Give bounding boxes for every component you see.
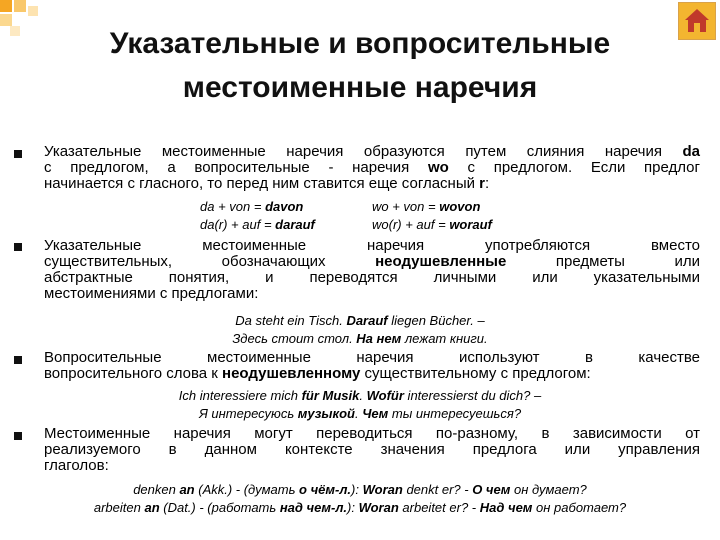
text: da(r) + auf = [200, 217, 276, 232]
bold-text: неодушевленные [375, 253, 507, 270]
bold-text: an [144, 500, 160, 515]
text: ): [351, 482, 363, 497]
page-title [40, 22, 680, 110]
text: . [359, 388, 367, 403]
bold-text: Woran [358, 500, 399, 515]
text: вопросительного слова к [44, 365, 223, 382]
bold-text: Darauf [346, 313, 388, 328]
text: местоимениями с предлогами: [44, 285, 259, 302]
bold-text: Woran [362, 482, 403, 497]
bold-text: О чем [472, 482, 511, 497]
example-2 [0, 312, 720, 348]
bold-text: над чем-л. [279, 500, 348, 515]
text: interessierst du dich? – [403, 388, 542, 403]
text: da + von = [200, 199, 266, 214]
text: denken [133, 482, 180, 497]
bold-text: für Musik [301, 388, 360, 403]
text: wo + von = [372, 199, 440, 214]
text: wo(r) + auf = [372, 217, 450, 232]
bold-text: неодушевленному [222, 365, 361, 382]
bullet-marker [14, 150, 22, 158]
text: Вопросительные местоименные наречия используют в качестве [44, 349, 700, 366]
bold-text: r [479, 175, 486, 192]
example-1-right [372, 198, 492, 234]
text: ): [347, 500, 359, 515]
bold-text: Wofür [366, 388, 404, 403]
bold-text: На нем [356, 331, 402, 346]
text: абстрактные понятия, и переводятся личными или указательными [44, 269, 700, 286]
bold-text: wovon [439, 199, 481, 214]
bullet-marker [14, 243, 22, 251]
bold-text: музыкой [297, 406, 355, 421]
bold-text: da [682, 143, 700, 160]
bold-text: Чем [362, 406, 389, 421]
text: Местоименные наречия могут переводиться по-разному, в зависимости от [44, 425, 700, 442]
example-4 [0, 481, 720, 517]
example-1-left [200, 198, 315, 234]
text: (Dat.) - (работать [159, 500, 280, 515]
text: ты интересуешься? [388, 406, 522, 421]
text: с предлогом. Если предлог [448, 159, 700, 176]
title-line-2: местоименные наречия [182, 71, 538, 104]
text: Указательные местоименные наречия образуются путем слияния наречия [44, 143, 683, 160]
bullet-marker [14, 356, 22, 364]
text: Здесь стоит стол. [232, 331, 357, 346]
example-3 [0, 387, 720, 423]
bullet-1-text [44, 144, 700, 192]
text: . [354, 406, 363, 421]
text: предметы или [506, 253, 701, 270]
bold-text: wo [427, 159, 449, 176]
text: arbeiten [93, 500, 145, 515]
text: Я интересуюсь [198, 406, 298, 421]
bold-text: davon [265, 199, 304, 214]
bold-text: darauf [275, 217, 315, 232]
title-line-1: Указательные и вопросительные [109, 27, 611, 60]
text: Ich interessiere mich [178, 388, 302, 403]
text: существительных, обозначающих [44, 253, 376, 270]
bullet-2-text [44, 238, 700, 302]
home-icon[interactable] [678, 2, 716, 40]
bold-text: worauf [449, 217, 492, 232]
text: Da steht ein Tisch. [235, 313, 347, 328]
text: arbeitet er? - [398, 500, 480, 515]
text: существительному с предлогом: [360, 365, 591, 382]
text: начинается с гласного, то перед ним ставится еще согласный [44, 175, 480, 192]
bullet-3-text [44, 350, 700, 382]
text: он работает? [532, 500, 627, 515]
bold-text: Над чем [479, 500, 533, 515]
text: с предлогом, а вопросительные - наречия [44, 159, 428, 176]
bold-text: an [179, 482, 195, 497]
text: Указательные местоименные наречия употребляются вместо [44, 237, 700, 254]
text: : [485, 175, 490, 192]
bullet-marker [14, 432, 22, 440]
text: liegen Bücher. – [387, 313, 485, 328]
text: (Akk.) - (думать [194, 482, 300, 497]
text: глаголов: [44, 457, 109, 474]
bullet-4-text [44, 426, 700, 474]
text: он думает? [510, 482, 587, 497]
text: лежат книги. [401, 331, 488, 346]
text: denkt er? - [402, 482, 473, 497]
text: реализуемого в данном контексте значения предлога или управления [44, 441, 700, 458]
bold-text: о чём-л. [299, 482, 352, 497]
